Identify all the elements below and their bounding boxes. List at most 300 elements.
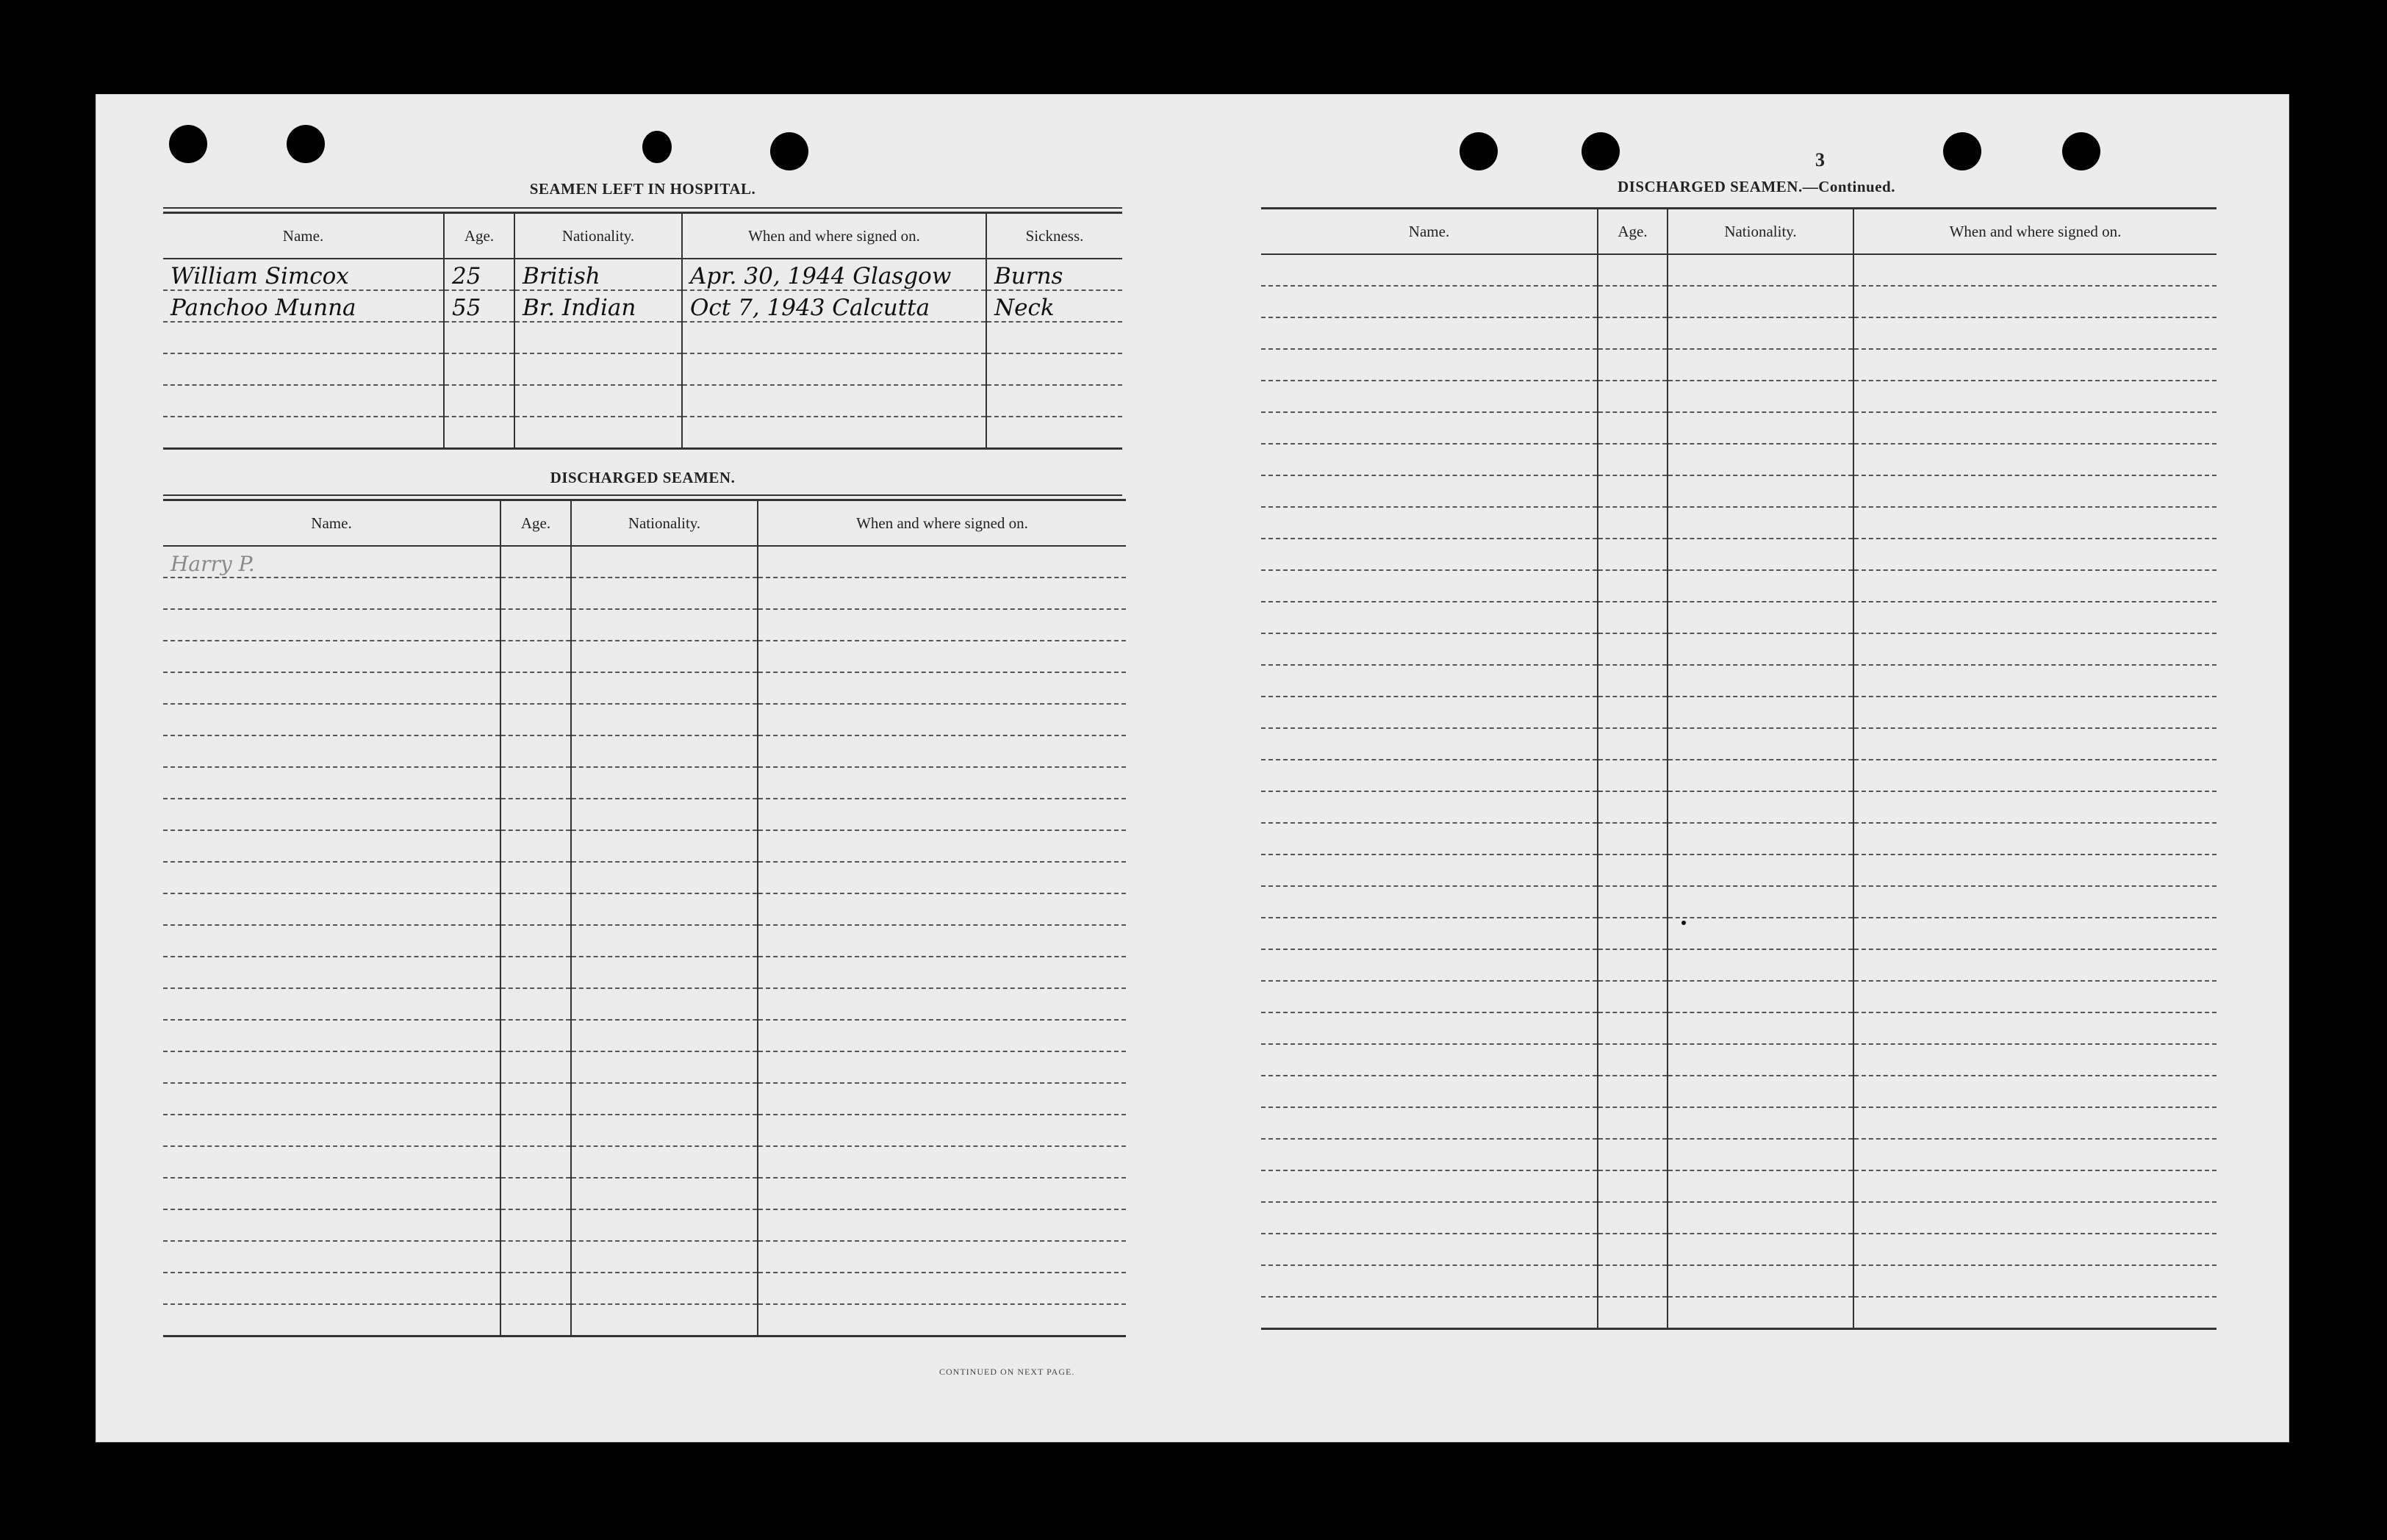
cell-nationality [1668,381,1853,412]
page-number: 3 [1815,149,1825,170]
punch-hole [1460,132,1498,170]
table-row [1261,949,2216,981]
table-row [163,799,1126,830]
cell-nationality: British [514,259,682,290]
cell-signed-on [1853,823,2216,854]
cell-age [1598,1202,1668,1234]
cell-name [1261,1265,1598,1297]
cell-signed-on [758,1241,1126,1273]
cell-sickness [986,353,1122,385]
cell-name [1261,381,1598,412]
cell-signed-on [758,862,1126,893]
cell-age [1598,444,1668,475]
cell-nationality [1668,1170,1853,1202]
cell-signed-on [682,322,986,353]
table-row [1261,886,2216,918]
cell-name [1261,475,1598,507]
table-row [163,546,1126,578]
cell-age [1598,1297,1668,1329]
cell-signed-on [1853,507,2216,539]
cell-signed-on [682,353,986,385]
cell-age [1598,633,1668,665]
cell-nationality [1668,570,1853,602]
cell-nationality [1668,1297,1853,1329]
cell-age [1598,570,1668,602]
column-header-sickness: Sickness. [986,213,1122,259]
cell-nationality [571,925,758,957]
table-row [1261,1139,2216,1170]
cell-age [500,1146,571,1178]
cell-signed-on [1853,1234,2216,1265]
table-row [1261,854,2216,886]
punch-hole [287,125,325,163]
cell-name [163,893,500,925]
cell-age [500,767,571,799]
cell-name [1261,1202,1598,1234]
cell-name [1261,791,1598,823]
cell-age [1598,317,1668,349]
cell-signed-on [1853,728,2216,760]
cell-nationality [571,672,758,704]
cell-name [163,1115,500,1146]
cell-signed-on [758,578,1126,609]
cell-age [1598,602,1668,633]
cell-nationality [571,799,758,830]
cell-age [1598,918,1668,949]
cell-nationality [1668,1076,1853,1107]
cell-nationality [571,735,758,767]
cell-age [1598,1170,1668,1202]
table-row [1261,1170,2216,1202]
cell-nationality [571,957,758,988]
cell-name [1261,1076,1598,1107]
cell-sickness [986,417,1122,449]
cell-age [500,1020,571,1051]
cell-name [163,704,500,735]
table-row [163,1273,1126,1304]
cell-signed-on [1853,949,2216,981]
punch-hole [770,132,808,170]
cell-signed-on [1853,570,2216,602]
punch-hole [169,125,207,163]
cell-nationality [1668,1012,1853,1044]
cell-nationality [571,893,758,925]
cell-signed-on [1853,381,2216,412]
cell-signed-on [1853,602,2216,633]
cell-signed-on [1853,1044,2216,1076]
cell-signed-on [1853,760,2216,791]
cell-signed-on [682,385,986,417]
cell-nationality [1668,412,1853,444]
cell-name [163,417,444,449]
column-header-name: Name. [163,213,444,259]
cell-age [1598,1076,1668,1107]
cell-age [444,353,514,385]
cell-name [1261,728,1598,760]
cell-signed-on [1853,665,2216,697]
cell-nationality [571,862,758,893]
cell-name [163,353,444,385]
cell-nationality [1668,286,1853,317]
cell-signed-on [1853,286,2216,317]
cell-signed-on [1853,475,2216,507]
cell-nationality [571,1146,758,1178]
table-row [163,1209,1126,1241]
punch-hole [1943,132,1981,170]
cell-nationality [1668,918,1853,949]
column-header-age: Age. [1598,209,1668,255]
table-row [163,1146,1126,1178]
cell-age [1598,412,1668,444]
cell-age [500,830,571,862]
table-row [163,1178,1126,1209]
table-row [1261,1265,2216,1297]
cell-nationality [1668,823,1853,854]
cell-name [163,957,500,988]
cell-nationality [571,1241,758,1273]
cell-nationality [571,1273,758,1304]
table-row [1261,1297,2216,1329]
cell-name [1261,539,1598,570]
column-header-nationality: Nationality. [1668,209,1853,255]
cell-name [163,988,500,1020]
cell-signed-on [1853,633,2216,665]
cell-name [1261,286,1598,317]
cell-nationality [1668,1139,1853,1170]
hospital-table [163,212,1122,450]
cell-age [500,1241,571,1273]
table-row [1261,507,2216,539]
cell-name [1261,444,1598,475]
cell-signed-on [1853,697,2216,728]
cell-nationality [1668,602,1853,633]
cell-signed-on [758,1178,1126,1209]
cell-sickness [986,385,1122,417]
table-row [1261,918,2216,949]
cell-age [1598,981,1668,1012]
table-header-row [163,500,1126,547]
cell-signed-on [1853,412,2216,444]
cell-signed-on [758,1304,1126,1336]
cell-signed-on [758,1146,1126,1178]
title-rule [163,494,1122,496]
column-header-nationality: Nationality. [514,213,682,259]
cell-age [500,641,571,672]
cell-age [1598,1265,1668,1297]
table-row [1261,1076,2216,1107]
cell-signed-on [1853,1076,2216,1107]
table-row [163,322,1122,353]
cell-signed-on [1853,444,2216,475]
cell-nationality [1668,949,1853,981]
cell-name [1261,633,1598,665]
table-row [163,417,1122,449]
table-row [163,988,1126,1020]
cell-nationality [571,767,758,799]
table-row [163,641,1126,672]
cell-name [1261,665,1598,697]
cell-age [500,546,571,578]
register-sheet [96,94,2289,1442]
table-row [1261,1044,2216,1076]
column-header-name: Name. [163,500,500,547]
cell-age [1598,728,1668,760]
cell-age [1598,1139,1668,1170]
cell-signed-on [758,672,1126,704]
cell-signed-on [758,799,1126,830]
cell-nationality [1668,981,1853,1012]
table-row [1261,444,2216,475]
cell-age [500,704,571,735]
cell-name [1261,918,1598,949]
cell-nationality [1668,1265,1853,1297]
cell-name [1261,1139,1598,1170]
cell-age [444,322,514,353]
table-row [1261,633,2216,665]
table-row [163,609,1126,641]
cell-name [1261,412,1598,444]
title-rule [163,207,1122,209]
table-row [1261,791,2216,823]
cell-age [500,925,571,957]
cell-nationality [571,830,758,862]
cell-name [1261,697,1598,728]
cell-age [500,735,571,767]
discharged-table-left [163,499,1126,1337]
discharged-table-right [1261,207,2216,1330]
cell-signed-on [1853,1139,2216,1170]
column-header-signed-on: When and where signed on. [758,500,1126,547]
cell-age [500,893,571,925]
table-row [163,672,1126,704]
cell-name: Panchoo Munna [163,290,444,322]
cell-age [500,609,571,641]
cell-nationality [1668,760,1853,791]
table-row [1261,981,2216,1012]
punch-hole [642,131,672,163]
cell-nationality [571,578,758,609]
cell-age [1598,254,1668,286]
cell-age [1598,1044,1668,1076]
cell-age [500,1051,571,1083]
cell-name [1261,981,1598,1012]
cell-name [163,1083,500,1115]
cell-age [1598,1107,1668,1139]
column-header-age: Age. [500,500,571,547]
cell-signed-on [1853,918,2216,949]
cell-sickness: Neck [986,290,1122,322]
table-row [1261,1107,2216,1139]
table-row [163,578,1126,609]
column-header-signed-on: When and where signed on. [1853,209,2216,255]
cell-name [163,1241,500,1273]
cell-nationality [1668,633,1853,665]
cell-age [1598,697,1668,728]
cell-signed-on [758,925,1126,957]
cell-nationality [571,1209,758,1241]
column-header-nationality: Nationality. [571,500,758,547]
cell-age [444,385,514,417]
cell-signed-on [758,1115,1126,1146]
cell-nationality [1668,1202,1853,1234]
cell-age [500,1083,571,1115]
table-row [163,1020,1126,1051]
table-row [163,957,1126,988]
cell-nationality [514,322,682,353]
cell-nationality [1668,728,1853,760]
cell-nationality [1668,886,1853,918]
cell-age [1598,1012,1668,1044]
cell-nationality [571,609,758,641]
cell-name [163,1304,500,1336]
cell-signed-on [758,704,1126,735]
cell-name [163,799,500,830]
cell-signed-on [1853,981,2216,1012]
cell-signed-on [1853,349,2216,381]
cell-nationality [514,353,682,385]
cell-name [163,767,500,799]
cell-nationality [571,1051,758,1083]
cell-name [1261,1012,1598,1044]
cell-signed-on [1853,539,2216,570]
cell-name [163,672,500,704]
table-row [1261,254,2216,286]
cell-name [163,925,500,957]
cell-age [1598,349,1668,381]
cell-age [500,1178,571,1209]
cell-nationality [1668,254,1853,286]
cell-age [1598,665,1668,697]
table-row [163,259,1122,290]
table-row [163,1051,1126,1083]
cell-age [500,578,571,609]
table-row [1261,539,2216,570]
cell-nationality [571,641,758,672]
cell-signed-on [758,735,1126,767]
cell-nationality [1668,1234,1853,1265]
cell-age [1598,539,1668,570]
cell-nationality [571,1083,758,1115]
continued-note: CONTINUED ON NEXT PAGE. [939,1367,1075,1377]
table-header-row [163,213,1122,259]
cell-name [163,1209,500,1241]
cell-name [163,1020,500,1051]
cell-signed-on [1853,1265,2216,1297]
cell-nationality [571,1178,758,1209]
cell-age [1598,854,1668,886]
cell-name [163,578,500,609]
table-row [163,1083,1126,1115]
column-header-signed-on: When and where signed on. [682,213,986,259]
cell-name [163,609,500,641]
cell-name [1261,1297,1598,1329]
table-row [163,1304,1126,1336]
cell-age [1598,886,1668,918]
cell-sickness [986,322,1122,353]
cell-name [163,1273,500,1304]
discharged-continued-title: DISCHARGED SEAMEN.—Continued. [1618,178,1895,195]
cell-signed-on [1853,317,2216,349]
table-row [1261,665,2216,697]
cell-nationality [1668,539,1853,570]
cell-age [500,1273,571,1304]
cell-name [1261,1234,1598,1265]
cell-signed-on [1853,886,2216,918]
cell-name [1261,349,1598,381]
table-row [1261,728,2216,760]
cell-signed-on [1853,1202,2216,1234]
cell-signed-on [1853,1012,2216,1044]
table-row [163,893,1126,925]
cell-name [1261,1170,1598,1202]
cell-name [163,1146,500,1178]
cell-age [1598,381,1668,412]
cell-age: 55 [444,290,514,322]
cell-age [1598,286,1668,317]
cell-sickness: Burns [986,259,1122,290]
table-row [1261,475,2216,507]
table-row [163,1115,1126,1146]
faint-entry: Harry P. [170,552,255,576]
cell-name [163,385,444,417]
cell-name [163,830,500,862]
cell-signed-on [758,893,1126,925]
table-row [163,767,1126,799]
cell-signed-on [758,767,1126,799]
cell-signed-on: Apr. 30, 1944 Glasgow [682,259,986,290]
cell-name [1261,886,1598,918]
table-row [1261,1012,2216,1044]
table-row [163,862,1126,893]
cell-age [1598,475,1668,507]
cell-age [500,862,571,893]
cell-name [163,1051,500,1083]
table-row [1261,1202,2216,1234]
cell-name [1261,823,1598,854]
column-header-age: Age. [444,213,514,259]
table-row [1261,760,2216,791]
cell-nationality [1668,665,1853,697]
cell-signed-on [758,1273,1126,1304]
cell-name [163,641,500,672]
cell-age: 25 [444,259,514,290]
table-row [163,353,1122,385]
table-row [1261,697,2216,728]
table-row [1261,381,2216,412]
cell-name [1261,317,1598,349]
hospital-section-title: SEAMEN LEFT IN HOSPITAL. [529,180,756,198]
cell-signed-on [758,1209,1126,1241]
cell-name [163,546,500,578]
cell-nationality [1668,697,1853,728]
cell-signed-on [682,417,986,449]
table-row [163,925,1126,957]
cell-nationality [571,546,758,578]
cell-signed-on [758,1051,1126,1083]
cell-age [1598,1234,1668,1265]
cell-nationality: Br. Indian [514,290,682,322]
cell-signed-on [1853,254,2216,286]
table-row [1261,1234,2216,1265]
table-row [1261,317,2216,349]
cell-nationality [514,385,682,417]
cell-signed-on [758,830,1126,862]
table-row [1261,823,2216,854]
table-row [163,704,1126,735]
cell-name [163,322,444,353]
cell-nationality [571,1304,758,1336]
cell-name [1261,1044,1598,1076]
